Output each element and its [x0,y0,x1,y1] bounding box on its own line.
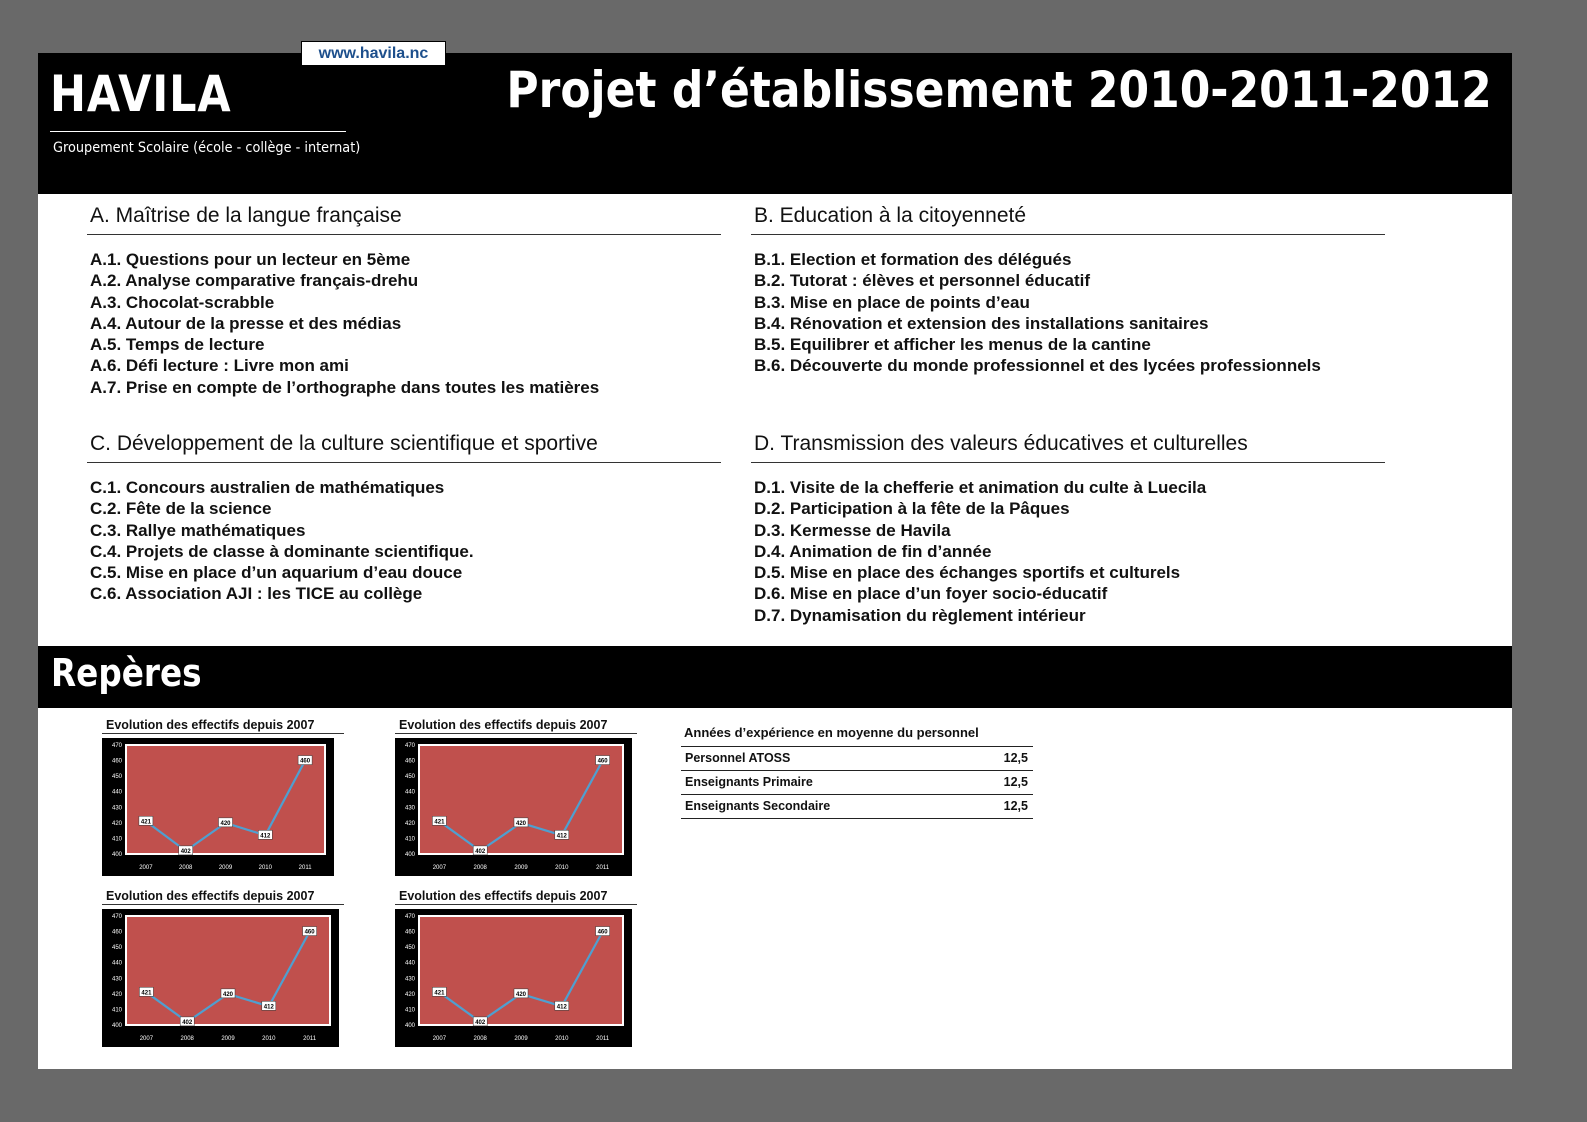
y-tick-label: 410 [404,836,415,843]
row-value: 12,5 [1003,751,1028,765]
poster-page [38,45,1512,1069]
section-heading: B. Education à la citoyenneté [751,204,1385,235]
list-item: A.1. Questions pour un lecteur en 5ème [90,250,411,269]
list-item: C.3. Rallye mathématiques [90,520,306,540]
list-item: C.2. Fête de la science [90,499,272,519]
y-tick-label: 440 [111,789,122,796]
row-label: Personnel ATOSS [685,751,791,765]
list-item: D.3. Kermesse de Havila [754,520,951,540]
plot-area [419,745,623,854]
brand-name: HAVILA [50,65,232,123]
x-tick-label: 2010 [262,1036,276,1042]
x-tick-label: 2009 [514,1036,528,1042]
y-tick-label: 450 [404,945,415,952]
y-tick-label: 430 [404,805,415,812]
y-tick-label: 460 [404,758,415,765]
experience-table [681,725,1033,819]
y-tick-label: 470 [111,743,122,749]
list-item: A.2. Analyse comparative français-drehu [90,271,419,291]
reperes-banner [38,646,1512,708]
list-item: C.6. Association AJI : les TICE au collège [90,584,423,604]
plot-area [126,745,325,854]
row-value: 12,5 [1003,775,1028,789]
x-tick-label: 2011 [596,865,610,871]
data-label: 412 [556,1004,567,1011]
chart-title: Evolution des effectifs depuis 2007 [395,889,637,905]
enrolment-chart-2 [395,718,637,876]
y-tick-label: 420 [111,820,122,827]
brand-subtitle: Groupement Scolaire (école - collège - internat) [53,140,361,156]
data-label: 460 [597,929,608,936]
y-tick-label: 410 [111,836,122,843]
list-item: A.4. Autour de la presse et des médias [90,313,402,333]
x-tick-label: 2008 [180,1036,194,1042]
chart-title: Evolution des effectifs depuis 2007 [102,889,344,905]
section-c [87,432,721,605]
list-item: A.7. Prise en compte de l’orthographe dans toutes les matières [90,377,600,397]
data-label: 412 [263,1004,274,1011]
y-tick-label: 430 [111,805,122,812]
y-tick-label: 420 [111,991,122,998]
list-item: B.1. Election et formation des délégués [754,250,1072,269]
chart-svg [102,738,334,876]
list-item: A.5. Temps de lecture [90,335,265,355]
y-tick-label: 440 [111,960,122,967]
list-item: D.4. Animation de fin d’année [754,541,992,561]
plot-area [126,916,330,1025]
table-row [681,771,1033,795]
x-tick-label: 2011 [298,865,312,871]
section-list [90,249,721,398]
list-item: C.4. Projets de classe à dominante scientifique. [90,541,474,561]
x-tick-label: 2008 [473,1036,487,1042]
list-item: C.5. Mise en place d’un aquarium d’eau douce [90,563,463,583]
x-tick-label: 2011 [303,1036,317,1042]
data-label: 421 [140,819,151,826]
page-title: Projet d’établissement 2010-2011-2012 [506,61,1492,119]
list-item: D.2. Participation à la fête de la Pâques [754,499,1070,519]
section-list [754,477,1385,626]
list-item: B.2. Tutorat : élèves et personnel éducatif [754,271,1090,291]
list-item: B.6. Découverte du monde professionnel et des lycées professionnels [754,356,1321,376]
data-label: 460 [300,758,311,765]
row-label: Enseignants Secondaire [685,799,831,813]
y-tick-label: 400 [111,1023,122,1029]
data-label: 402 [182,1019,193,1026]
chart-svg [102,909,339,1047]
y-tick-label: 410 [111,1007,122,1014]
y-tick-label: 440 [404,960,415,967]
list-item: B.4. Rénovation et extension des installations sanitaires [754,313,1209,333]
data-label: 460 [597,758,608,765]
section-list [754,249,1385,377]
data-label: 421 [434,990,445,997]
x-tick-label: 2009 [514,865,528,871]
y-tick-label: 410 [404,1007,415,1014]
data-label: 402 [475,1019,486,1026]
data-label: 412 [260,833,271,840]
list-item: B.3. Mise en place de points d’eau [754,292,1030,312]
chart-title: Evolution des effectifs depuis 2007 [395,718,637,734]
x-tick-label: 2010 [258,865,272,871]
y-tick-label: 450 [111,774,122,781]
x-tick-label: 2010 [555,865,569,871]
data-label: 420 [220,820,231,827]
y-tick-label: 420 [404,820,415,827]
y-tick-label: 440 [404,789,415,796]
y-tick-label: 400 [111,852,122,858]
enrolment-chart-4 [395,889,637,1047]
chart-svg [395,738,632,876]
y-tick-label: 400 [404,1023,415,1029]
data-label: 402 [180,848,191,855]
y-tick-label: 470 [111,914,122,920]
list-item: D.1. Visite de la chefferie et animation du culte à Luecila [754,478,1207,497]
x-tick-label: 2009 [218,865,233,871]
y-tick-label: 460 [111,758,122,765]
data-label: 402 [475,848,486,855]
x-tick-label: 2007 [139,865,153,871]
y-tick-label: 420 [404,991,415,998]
table-row [681,795,1033,819]
list-item: B.5. Equilibrer et afficher les menus de la cantine [754,335,1151,355]
section-list [90,477,721,605]
y-tick-label: 470 [404,743,415,749]
y-tick-label: 400 [404,852,415,858]
row-label: Enseignants Primaire [685,775,813,789]
list-item: D.6. Mise en place d’un foyer socio-éducatif [754,584,1108,604]
data-label: 460 [304,929,315,936]
chart-svg [395,909,632,1047]
data-label: 421 [141,990,152,997]
section-heading: A. Maîtrise de la langue française [87,204,721,235]
y-tick-label: 450 [404,774,415,781]
brand-divider [50,131,346,132]
list-item: A.3. Chocolat-scrabble [90,292,275,312]
data-label: 421 [434,819,445,826]
row-value: 12,5 [1003,799,1028,813]
website-link[interactable]: www.havila.nc [301,41,446,66]
reperes-title: Repères [51,651,202,695]
plot-area [419,916,623,1025]
list-item: D.7. Dynamisation du règlement intérieur [754,605,1086,625]
enrolment-chart-1 [102,718,344,876]
x-tick-label: 2009 [221,1036,235,1042]
y-tick-label: 450 [111,945,122,952]
list-item: A.6. Défi lecture : Livre mon ami [90,356,349,376]
data-label: 420 [515,820,527,827]
data-label: 420 [515,991,527,998]
experience-title: Années d’expérience en moyenne du personnel [681,725,1033,747]
y-tick-label: 460 [111,929,122,936]
section-heading: D. Transmission des valeurs éducatives et culturelles [751,432,1385,463]
x-tick-label: 2010 [555,1036,569,1042]
table-row [681,747,1033,771]
x-tick-label: 2007 [139,1036,154,1042]
y-tick-label: 430 [111,976,122,983]
section-b [751,204,1385,377]
x-tick-label: 2008 [473,865,487,871]
section-a [87,204,721,398]
x-tick-label: 2008 [179,865,193,871]
data-label: 412 [556,833,567,840]
x-tick-label: 2011 [596,1036,610,1042]
list-item: C.1. Concours australien de mathématiques [90,478,445,497]
chart-title: Evolution des effectifs depuis 2007 [102,718,344,734]
y-tick-label: 460 [404,929,415,936]
list-item: D.5. Mise en place des échanges sportifs et culturels [754,563,1181,583]
y-tick-label: 470 [404,914,415,920]
x-tick-label: 2007 [432,865,447,871]
enrolment-chart-3 [102,889,344,1047]
section-d [751,432,1385,626]
y-tick-label: 430 [404,976,415,983]
x-tick-label: 2007 [432,1036,447,1042]
data-label: 420 [222,991,234,998]
header-banner [38,45,1512,194]
section-heading: C. Développement de la culture scientifique et sportive [87,432,721,463]
